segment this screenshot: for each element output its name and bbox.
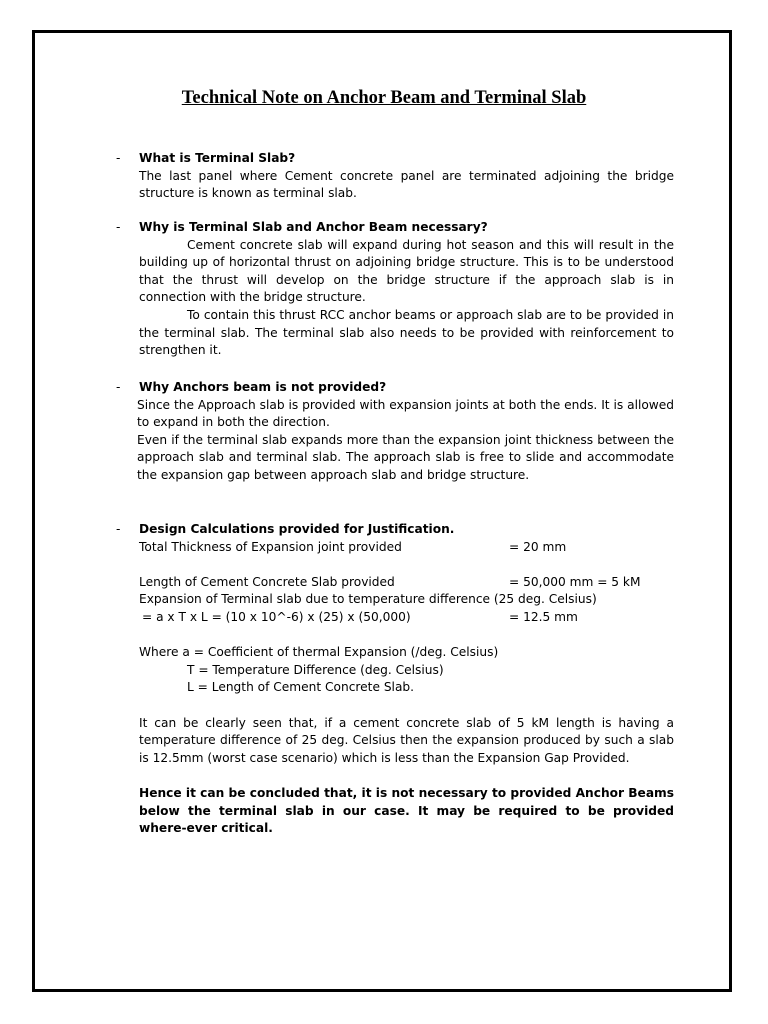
bullet-dash: - <box>116 151 121 165</box>
paragraph: Even if the terminal slab expands more than the expansion joint thickness between the approach slab and terminal slab. The approach slab is free to slide and accommodate the expansion gap between approach slab and bridge structure. <box>137 432 674 482</box>
calc-row-formula <box>139 609 674 627</box>
calc-label: Total Thickness of Expansion joint provided <box>139 539 402 554</box>
document-title: Technical Note on Anchor Beam and Terminal Slab <box>181 88 587 108</box>
where-a: Where a = Coefficient of thermal Expansion (/deg. Celsius) <box>139 645 499 660</box>
section-heading: Design Calculations provided for Justification. <box>139 522 455 536</box>
calc-row-joint <box>139 539 674 557</box>
paragraph: To contain this thrust RCC anchor beams or approach slab are to be provided in the terminal slab. The terminal slab also needs to be provided with reinforcement to strengthen it. <box>139 307 674 358</box>
section-heading: Why Anchors beam is not provided? <box>139 380 387 394</box>
where-t: T = Temperature Difference (deg. Celsius) <box>187 662 444 677</box>
calc-label: Length of Cement Concrete Slab provided <box>139 574 395 589</box>
bullet-dash: - <box>116 220 121 234</box>
bullet-dash: - <box>116 522 121 536</box>
paragraph: Since the Approach slab is provided with expansion joints at both the ends. It is allowed to expand in both the direction. <box>137 397 674 430</box>
conclusion-paragraph: Hence it can be concluded that, it is not necessary to provided Anchor Beams below the terminal slab in our case. It may be required to be provided where-ever critical. <box>139 785 674 836</box>
observation-paragraph: It can be clearly seen that, if a cement concrete slab of 5 kM length is having a temperature difference of 25 deg. Celsius then the expansion produced by such a slab is 12.5mm (worst case scenario) which is less than the Expansion Gap Provided. <box>139 715 674 765</box>
section-heading: What is Terminal Slab? <box>139 151 296 165</box>
calc-row-length <box>139 574 674 592</box>
paragraph: Cement concrete slab will expand during hot season and this will result in the building up of horizontal thrust on adjoining bridge structure. This is to be understood that the thrust will develop on the bridge structure if the approach slab is in connection with the bridge structure. <box>139 237 674 305</box>
calc-value: = 20 mm <box>509 539 567 554</box>
section-heading: Why is Terminal Slab and Anchor Beam necessary? <box>139 220 488 234</box>
expansion-label: Expansion of Terminal slab due to temperature difference (25 deg. Celsius) <box>139 592 597 607</box>
paragraph: The last panel where Cement concrete panel are terminated adjoining the bridge structure is known as terminal slab. <box>139 168 674 201</box>
bullet-dash: - <box>116 380 121 394</box>
where-l: L = Length of Cement Concrete Slab. <box>187 680 415 695</box>
formula: = a x T x L = (10 x 10^-6) x (25) x (50,000) <box>142 609 411 624</box>
calc-value: = 12.5 mm <box>509 609 578 624</box>
calc-value: = 50,000 mm = 5 kM <box>509 574 641 589</box>
